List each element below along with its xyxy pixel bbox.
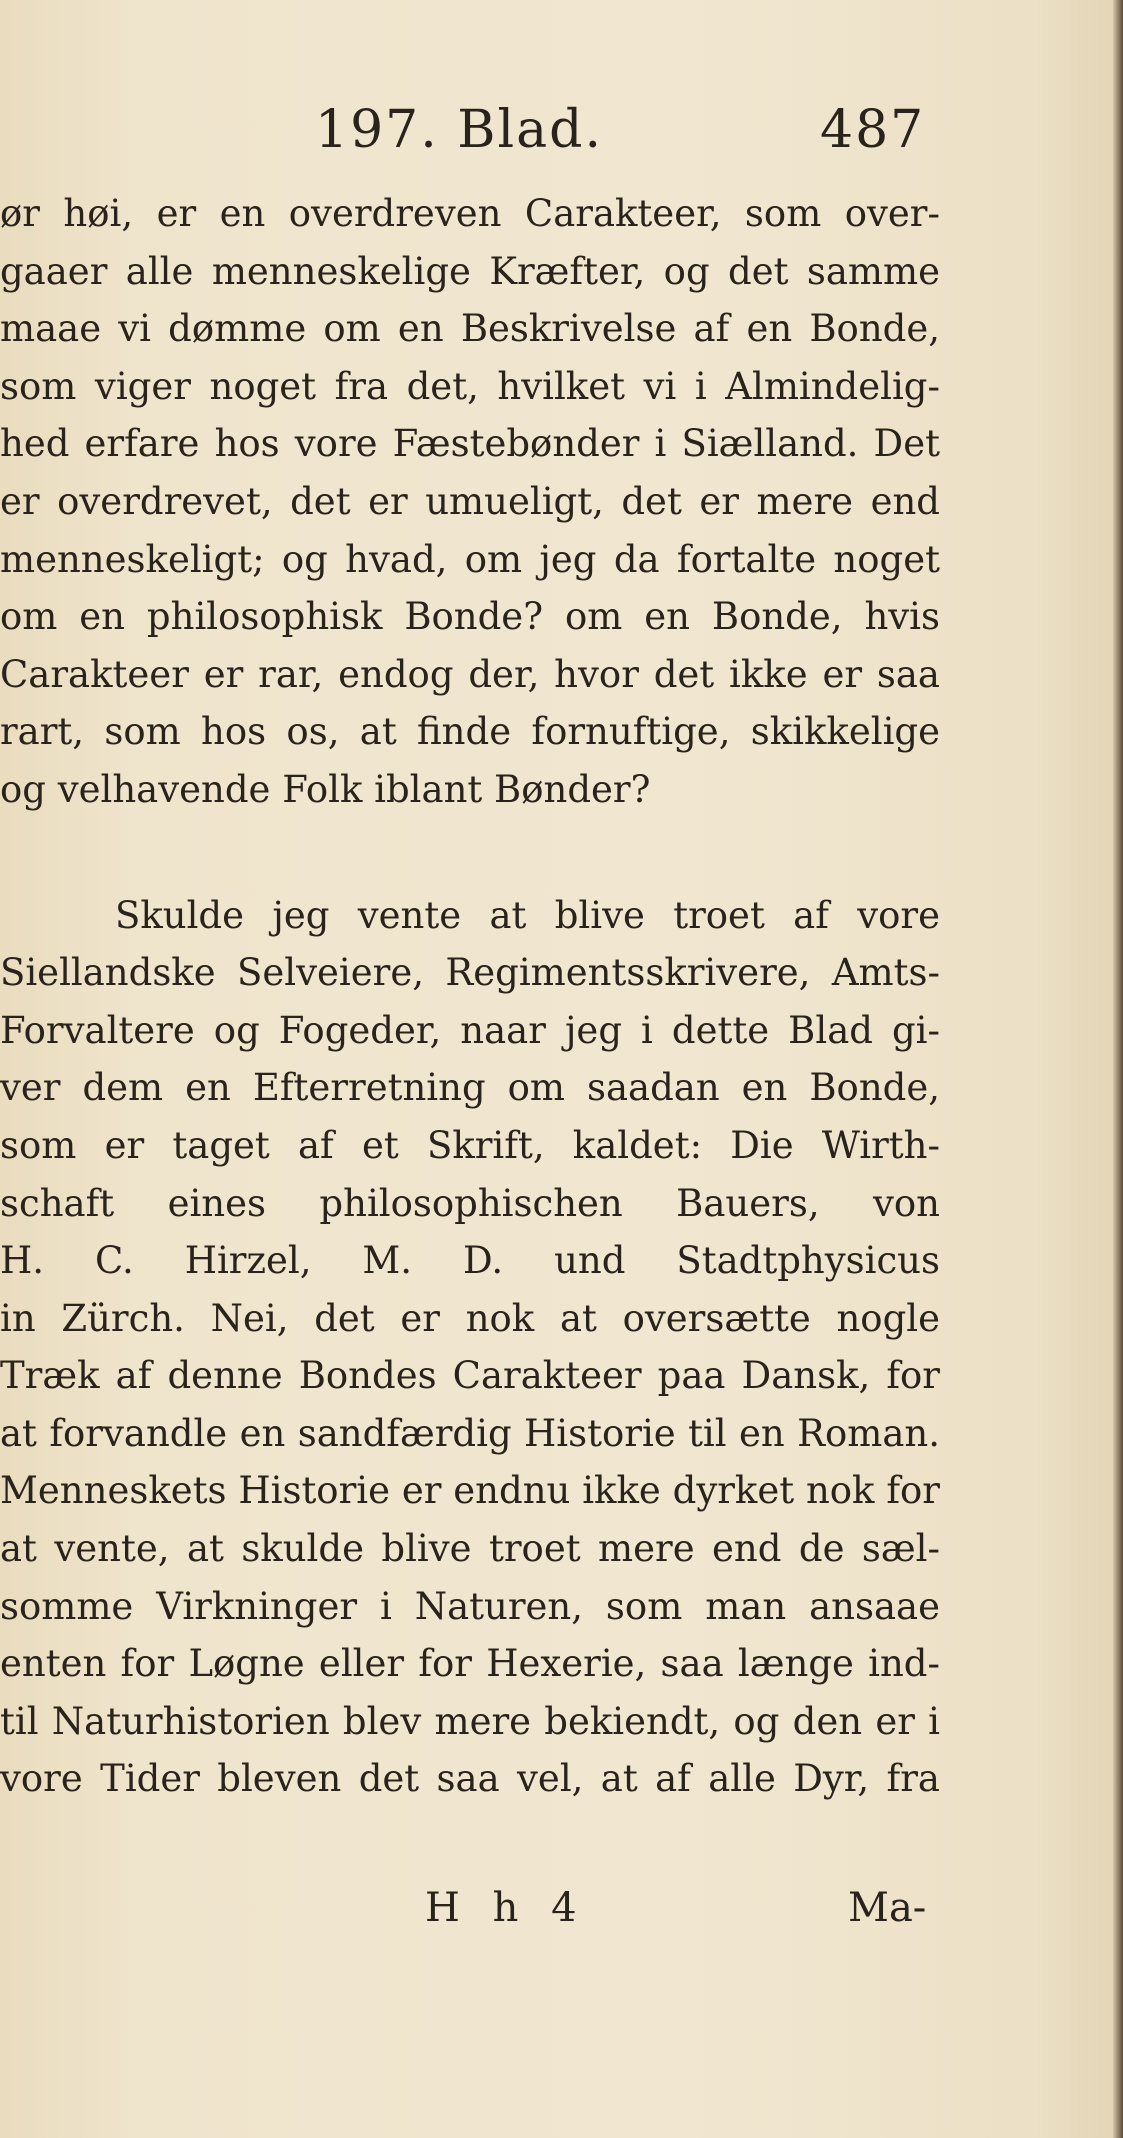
- text-line: vore Tider bleven det saa vel, at af alle Dyr, fra: [0, 1757, 940, 1801]
- text-line: menneskeligt; og hvad, om jeg da fortalte noget: [0, 537, 940, 581]
- text-line: Forvaltere og Fogeder, naar jeg i dette Blad gi-: [0, 1008, 940, 1052]
- text-line: H. C. Hirzel, M. D. und Stadtphysicus: [0, 1239, 940, 1283]
- text-line: Træk af denne Bondes Carakteer paa Dansk, for: [0, 1354, 940, 1398]
- text-line: gaaer alle menneskelige Kræfter, og det samme: [0, 249, 940, 293]
- text-line: til Naturhistorien blev mere bekiendt, og den er i: [0, 1699, 940, 1743]
- text-line: enten for Løgne eller for Hexerie, saa længe ind-: [0, 1642, 940, 1686]
- text-line: somme Virkninger i Naturen, som man ansaae: [0, 1584, 940, 1628]
- body-text: [0, 185, 940, 1808]
- catchword: Ma-: [848, 1885, 927, 1931]
- paragraph-2: [0, 887, 940, 1809]
- text-line: som er taget af et Skrift, kaldet: Die Wirth-: [0, 1123, 940, 1167]
- sheet-number: 197. Blad.: [315, 100, 603, 160]
- signature-mark: H h 4: [425, 1885, 587, 1931]
- text-line: Carakteer er rar, endog der, hvor det ikke er saa: [0, 652, 940, 696]
- text-line: som viger noget fra det, hvilket vi i Almindelig-: [0, 364, 940, 408]
- text-line: hed erfare hos vore Fæstebønder i Siælland. Det: [0, 422, 940, 466]
- running-header: [0, 100, 1123, 170]
- text-line: er overdrevet, det er umueligt, det er mere end: [0, 479, 940, 523]
- text-line: rart, som hos os, at finde fornuftige, skikkelige: [0, 710, 940, 754]
- text-line: Menneskets Historie er endnu ikke dyrket nok for: [0, 1469, 940, 1513]
- text-line: in Zürch. Nei, det er nok at oversætte nogle: [0, 1296, 940, 1340]
- text-line: ver dem en Efterretning om saadan en Bonde,: [0, 1066, 940, 1110]
- text-line: Siellandske Selveiere, Regimentsskrivere, Amts-: [0, 951, 940, 995]
- text-line: ør høi, er en overdreven Carakteer, som over-: [0, 192, 940, 235]
- page-edge-shadow: [1113, 0, 1123, 2138]
- text-line: Skulde jeg vente at blive troet af vore: [115, 893, 940, 937]
- page-footer: [0, 1885, 1123, 1945]
- text-line: og velhavende Folk iblant Bønder?: [0, 767, 651, 811]
- text-line: schaft eines philosophischen Bauers, von: [0, 1181, 940, 1225]
- text-line: om en philosophisk Bonde? om en Bonde, hvis: [0, 595, 940, 639]
- text-line: at forvandle en sandfærdig Historie til en Roman.: [0, 1411, 940, 1455]
- text-line: at vente, at skulde blive troet mere end de sæl-: [0, 1527, 940, 1571]
- paragraph-1: [0, 185, 940, 819]
- text-line: maae vi dømme om en Beskrivelse af en Bonde,: [0, 307, 940, 351]
- page-number: 487: [820, 100, 926, 160]
